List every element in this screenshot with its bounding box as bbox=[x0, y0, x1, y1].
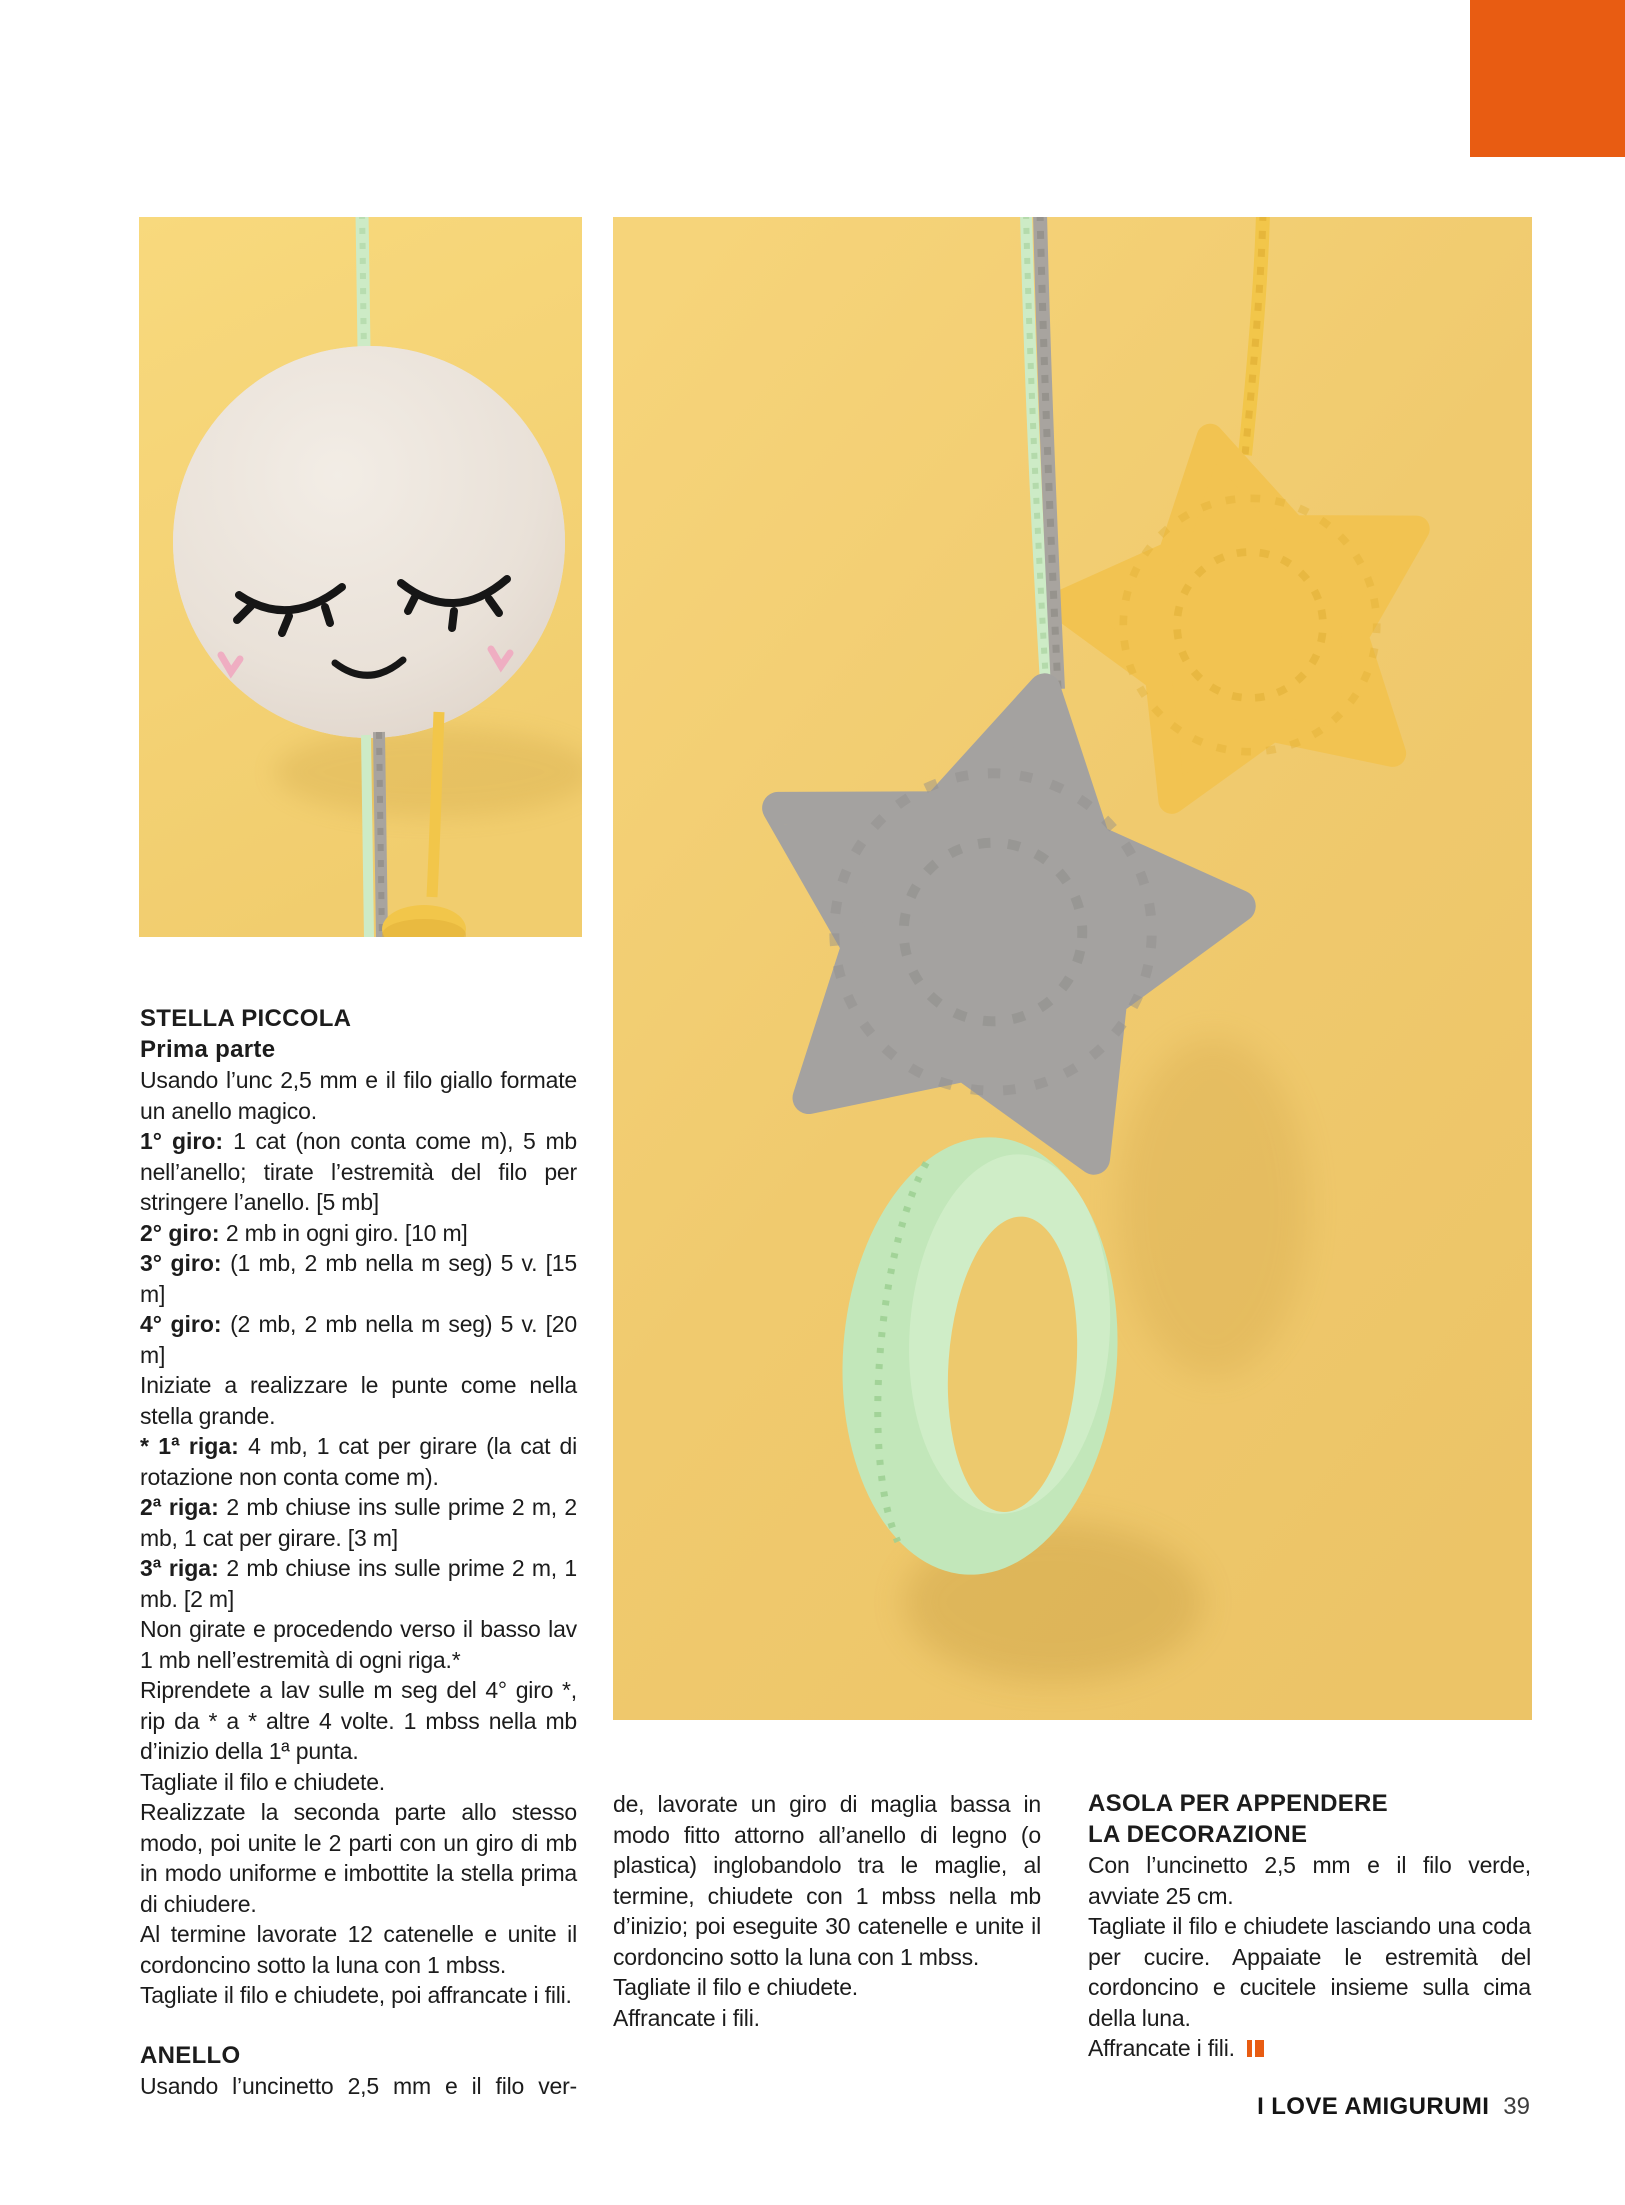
photo-stars-and-ring bbox=[613, 217, 1532, 1720]
photo-crocheted-moon bbox=[139, 217, 582, 937]
paragraph: Non girate e procedendo verso il basso lav 1 mb nell’estremità di ogni riga.* bbox=[140, 1616, 577, 1673]
instructions-column-left bbox=[140, 1004, 577, 2102]
section-heading-anello: ANELLO bbox=[140, 2041, 241, 2069]
paragraph: 3ª riga: 2 mb chiuse ins sulle prime 2 m, 1 mb. [2 m] bbox=[140, 1555, 577, 1612]
paragraph: Usando l’uncinetto 2,5 mm e il filo ver- bbox=[140, 2073, 577, 2099]
section-heading-stella-piccola: STELLA PICCOLA bbox=[140, 1005, 352, 1032]
paragraph: Al termine lavorate 12 catenelle e unite il cordoncino sotto la luna con 1 mbss. bbox=[140, 1921, 577, 1978]
paragraph: 2ª riga: 2 mb chiuse ins sulle prime 2 m, 2 mb, 1 cat per girare. [3 m] bbox=[140, 1494, 577, 1551]
moon-shadow bbox=[274, 727, 582, 817]
paragraph: Realizzate la seconda parte allo stesso modo, poi unite le 2 parti con un giro di mb in modo uniforme e imbottite la stella prima di chiudere. bbox=[140, 1799, 577, 1917]
hanging-cord-mint bbox=[362, 217, 364, 349]
paragraph: Con l’uncinetto 2,5 mm e il filo verde, avviate 25 cm. bbox=[1088, 1852, 1531, 1909]
instructions-column-right bbox=[1088, 1789, 1531, 2065]
magazine-brand: I LOVE AMIGURUMI bbox=[1257, 2093, 1490, 2120]
corner-accent-block bbox=[1470, 0, 1625, 157]
instructions-column-middle bbox=[613, 1789, 1041, 2033]
paragraph-list bbox=[613, 1789, 1041, 2033]
paragraph: Tagliate il filo e chiudete. bbox=[613, 1974, 858, 2000]
paragraph: Iniziate a realizzare le punte come nella stella grande. bbox=[140, 1372, 577, 1429]
page-footer bbox=[1257, 2094, 1530, 2120]
moon-photo-illustration bbox=[139, 217, 582, 937]
subsection-heading-prima-parte: Prima parte bbox=[140, 1035, 276, 1063]
paragraph-list bbox=[1088, 1850, 1531, 2033]
paragraph bbox=[1088, 2033, 1531, 2065]
stars-photo-illustration bbox=[613, 217, 1532, 1720]
paragraph: 2° giro: 2 mb in ogni giro. [10 m] bbox=[140, 1219, 468, 1246]
section-heading-asola-line2: LA DECORAZIONE bbox=[1088, 1820, 1308, 1848]
paragraph: Tagliate il filo e chiudete lasciando una coda per cucire. Appaiate le estremità del cordoncino e cucitele insieme sulla cima della luna. bbox=[1088, 1913, 1531, 2031]
paragraph: 3° giro: (1 mb, 2 mb nella m seg) 5 v. [15 m] bbox=[140, 1250, 577, 1307]
star-shadow bbox=[1118, 1037, 1308, 1377]
section-heading-asola-line1: ASOLA PER APPENDERE bbox=[1088, 1790, 1388, 1817]
paragraph: Tagliate il filo e chiudete. bbox=[140, 1768, 385, 1795]
paragraph: 1° giro: 1 cat (non conta come m), 5 mb nell’anello; tirate l’estremità del filo per stringere l’anello. [5 mb] bbox=[140, 1128, 577, 1215]
lower-cord-mint bbox=[366, 735, 369, 937]
paragraph: Usando l’unc 2,5 mm e il filo giallo formate un anello magico. bbox=[140, 1067, 577, 1124]
moon-shading bbox=[173, 346, 565, 738]
paragraph: de, lavorate un giro di maglia bassa in modo fitto attorno all’anello di legno (o plastica) inglobandolo tra le maglie, al termine, chiudete con 1 mbss nella mb d’inizio; poi eseguite 30 catenelle e unite il cordoncino sotto la luna con 1 mbss. bbox=[613, 1791, 1041, 1970]
end-of-article-marker bbox=[1247, 2034, 1264, 2065]
paragraph: Affrancate i fili. bbox=[613, 2004, 760, 2031]
paragraph: * 1ª riga: 4 mb, 1 cat per girare (la cat di rotazione non conta come m). bbox=[140, 1433, 577, 1490]
paragraph-list bbox=[140, 1065, 577, 2011]
end-marker-bar bbox=[1247, 2040, 1252, 2057]
last-line-text: Affrancate i fili. bbox=[1088, 2035, 1235, 2061]
end-marker-bar bbox=[1255, 2040, 1264, 2057]
paragraph: 4° giro: (2 mb, 2 mb nella m seg) 5 v. [20 m] bbox=[140, 1311, 577, 1368]
side-cord-yellow bbox=[432, 712, 439, 897]
page-number: 39 bbox=[1503, 2093, 1530, 2120]
paragraph: Riprendete a lav sulle m seg del 4° giro *, rip da * a * altre 4 volte. 1 mbss nella mb d’inizio della 1ª punta. bbox=[140, 1677, 577, 1764]
paragraph-list bbox=[140, 2071, 577, 2102]
paragraph: Tagliate il filo e chiudete, poi affrancate i fili. bbox=[140, 1982, 572, 2008]
